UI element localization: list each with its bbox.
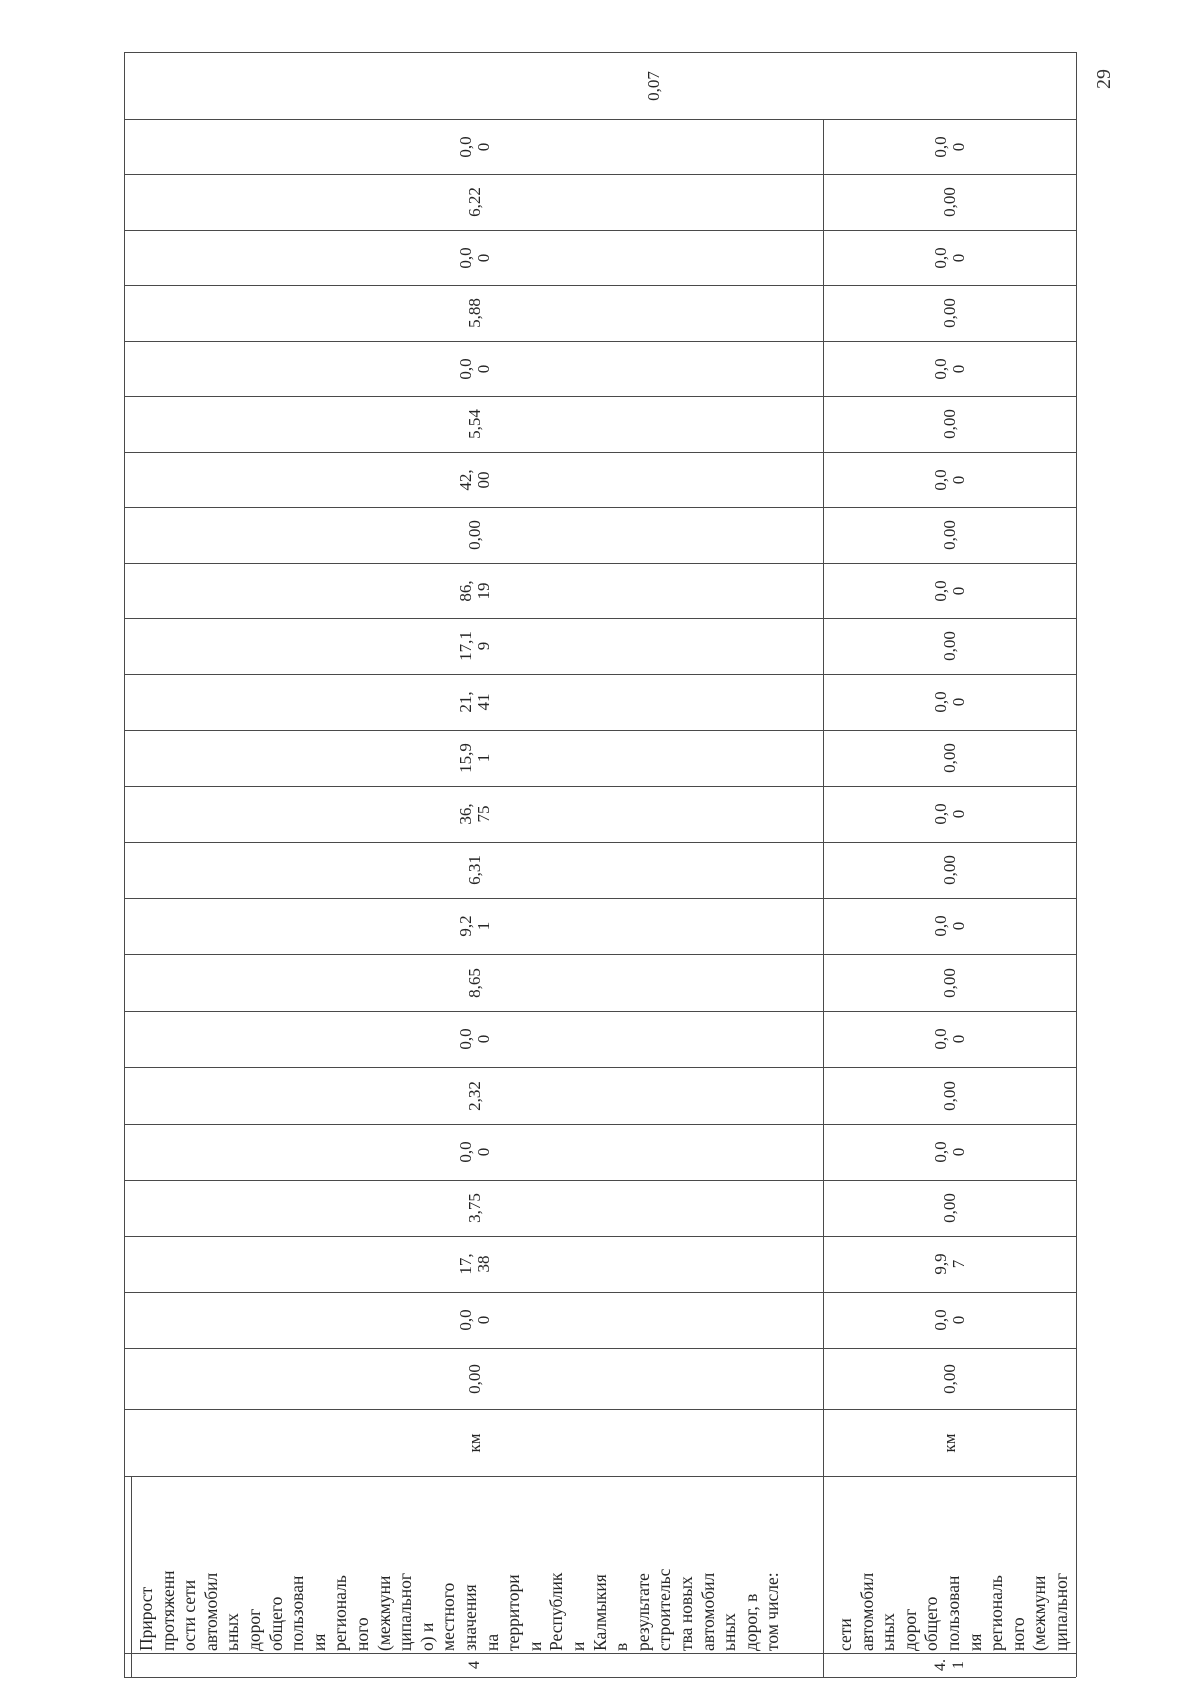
row_4_1-value-cell [910,1292,990,1348]
row_4-value: 6,31 [465,855,484,885]
row_4-label-line: дорог, в [740,1593,761,1651]
row_4-label-line: значения [460,1584,480,1651]
row_4-value: 0,0 0 [456,357,493,380]
row_4_1-value-cell [910,954,990,1011]
row_4_1-value-cell [910,842,990,898]
row_4_1-value-cell [910,674,990,730]
row_4-value: 21, 41 [456,691,493,713]
row_4-value: 0,0 0 [456,135,493,158]
row_4_1-value: 0,0 0 [931,915,968,937]
row_4_1-value-cell [910,563,990,618]
row_4-value-cell [435,898,515,954]
row_4-label-line: пользован [287,1575,308,1651]
row_4-value-cell [435,1236,515,1292]
row_4_1-value-cell [910,1124,990,1180]
row_4_1-value: 0,0 0 [931,357,968,380]
row_4-value-cell [435,563,515,618]
row_4-value: 8,65 [465,967,484,998]
row_4_1-value-cell [910,285,990,341]
row_4_1-value: 0,0 0 [931,1028,968,1050]
row_4_1-value: 0,0 0 [931,135,968,158]
top-total-value: 0,07 [644,70,663,101]
row_4-value: 36, 75 [456,803,493,825]
row_4_1-value-cell [910,1348,990,1409]
row_4-value: 42, 00 [456,468,493,491]
row_4-unit: км [465,1432,484,1453]
row_4_1-value-cell [910,1011,990,1067]
row_4-label-line: общего [265,1596,286,1651]
row_4-value-cell [435,119,515,174]
row_4-label-line: автомобил [200,1572,221,1651]
row_4-label-line: ости сети [179,1579,200,1651]
row_4-label-line: в [611,1642,632,1651]
table-left-inner-border [131,1476,132,1677]
row_4-value-cell [435,1124,515,1180]
row_4-value-cell [435,674,515,730]
row_4_1-value: 0,0 0 [931,246,968,269]
row_4-value: 5,54 [465,409,484,439]
row_4-label-line: о) и [416,1622,437,1651]
row_4_1-label-line: общего [921,1596,942,1651]
row_4-value: 0,0 0 [456,246,493,269]
column-separator-line [124,1476,1076,1477]
row_4_1-value-cell [910,452,990,507]
row_4-label-line: тва новых [676,1576,696,1651]
row_4-value: 86, 19 [456,579,493,602]
row_4_1-value-cell [910,230,990,285]
row_4_1-value: 0,00 [940,409,959,439]
row_4-value-cell [435,730,515,786]
row_4_1-value-cell [910,786,990,842]
row_4-value: 0,00 [465,1363,484,1394]
table-bottom-border [124,1677,1076,1678]
row_4-label-line: Республик [546,1572,567,1651]
row_4-value-cell [435,396,515,452]
row_4-label-line: строительс [654,1568,675,1651]
row_4_1-value: 0,00 [940,1193,959,1223]
row_4_1-label-line: автомобил [856,1572,877,1651]
row_4-value: 9,2 1 [456,915,493,937]
page-number: 29 [1093,69,1115,89]
row_4-label-line: ьных [719,1613,740,1651]
row_4_1-value: 0,00 [940,187,959,217]
row_4_1-value: 0,00 [940,743,959,773]
row_4_1-value: 0,00 [940,1363,959,1394]
row_4_1-value-cell [910,1180,990,1236]
row_4-label-line: протяженн [157,1570,178,1651]
row_4_1-value-cell [910,507,990,563]
row_4-value-cell [435,786,515,842]
row_4_1-value: 0,0 0 [931,1309,968,1331]
row_4-label-line: ия [308,1633,329,1651]
row_4-value-cell [435,1292,515,1348]
row_4_1-value-cell [910,898,990,954]
row_4-value: 0,0 0 [456,1028,493,1050]
table-right-border [1076,52,1077,1677]
row_4_1-label-line: (межмуни [1029,1575,1050,1651]
row_4-value-cell [435,174,515,230]
row_4_1-number-cell [920,1653,980,1677]
row_4-value: 0,00 [465,520,484,550]
row_4-label-line: региональ [330,1575,351,1651]
row_4-value-cell [435,452,515,507]
row_4_1-label-line: ия [964,1633,985,1651]
row_4-value-cell [435,1180,515,1236]
row_4-value: 0,0 0 [456,1309,493,1331]
row_4-label-cell [136,1483,821,1653]
row_4-value-cell [435,285,515,341]
row_4-value-cell [435,954,515,1011]
row_4_1-value-cell [910,119,990,174]
row_4_1-value-cell [910,174,990,230]
row_4-label-line: местного [438,1582,459,1651]
row_4-number-cell [445,1653,505,1677]
row_4-label-line: и [524,1641,545,1651]
row_4_1-unit-cell [910,1409,990,1476]
row_4-value: 15,9 1 [456,743,493,773]
row_4-label-line: автомобил [697,1572,718,1651]
row_4-value-cell [435,842,515,898]
row_4-label-line: ьных [222,1613,243,1651]
row_4-label-line: Калмыкия [589,1574,610,1651]
row_4_1-label-line: региональ [986,1575,1007,1651]
row_4-label-line: том числе: [762,1572,783,1651]
row_4_1-value: 0,00 [940,631,959,661]
row_4_1-value: 0,00 [940,855,959,885]
row_4_1-value: 0,0 0 [931,468,968,491]
row_4_1-label-line: сети [835,1618,855,1651]
row_4_1-label-line: пользован [943,1575,963,1651]
row_4_1-value: 0,00 [940,967,959,998]
table-left-border [124,52,125,1677]
row_4_1-value-cell [910,341,990,396]
row_4_1-value: 0,0 0 [931,691,968,713]
row_4_1-value: 0,0 0 [931,803,968,825]
row_4-value-cell [435,507,515,563]
row_4-label-line: дорог [244,1608,264,1651]
row_4-value-cell [435,618,515,674]
row_4_1-value: 0,0 0 [931,579,968,602]
row_4-label-line: Прирост [136,1586,156,1651]
row_4_1-value-cell [910,730,990,786]
row_4_1-label-line: ьных [878,1613,899,1651]
row_4-label-line: ного [352,1617,372,1651]
row_4-label-line: и [568,1641,588,1651]
row_4-label-line: (межмуни [373,1575,394,1651]
row_4-label-line: на [481,1633,502,1651]
row_4-value: 17, 38 [456,1253,493,1275]
row_4_1-value-cell [910,1236,990,1292]
row_4-label-line: ципальног [395,1572,416,1651]
row_4-label-line: результате [632,1573,653,1651]
row_4_1-number: 4. 1 [932,1659,967,1671]
row_4-value: 5,88 [465,298,484,328]
row_4_1-value: 0,0 0 [931,1141,968,1163]
row_4-value-cell [435,230,515,285]
row_4_1-label-cell [835,1483,1074,1653]
row_4_1-label-line: ципальног [1051,1572,1071,1651]
row_4-value: 3,75 [465,1193,484,1223]
row_4-value-cell [435,1011,515,1067]
row_4_1-value: 0,00 [940,298,959,328]
row_4-value: 0,0 0 [456,1141,493,1163]
row_4_1-value: 0,00 [940,1080,959,1111]
row_4_1-unit: км [940,1432,959,1453]
row_4-value: 2,32 [465,1080,484,1111]
row_4_1-value-cell [910,618,990,674]
row_4-unit-cell [435,1409,515,1476]
row_4_1-value: 9,9 7 [931,1253,968,1275]
row_4-value-cell [435,341,515,396]
row_4-value-cell [435,1067,515,1124]
row_4_1-value-cell [910,396,990,452]
row_4-label-line: территори [503,1574,524,1651]
top-total-cell [124,52,1076,119]
row_4_1-label-line: ного [1007,1617,1028,1651]
row_4_1-label-line: дорог [899,1608,920,1651]
row_4_1-value-cell [910,1067,990,1124]
row_4-number: 4 [466,1661,483,1669]
row_4-value: 17,1 9 [456,631,493,661]
row_4_1-value: 0,00 [940,520,959,550]
row_4-value-cell [435,1348,515,1409]
row_4-value: 6,22 [465,187,484,217]
